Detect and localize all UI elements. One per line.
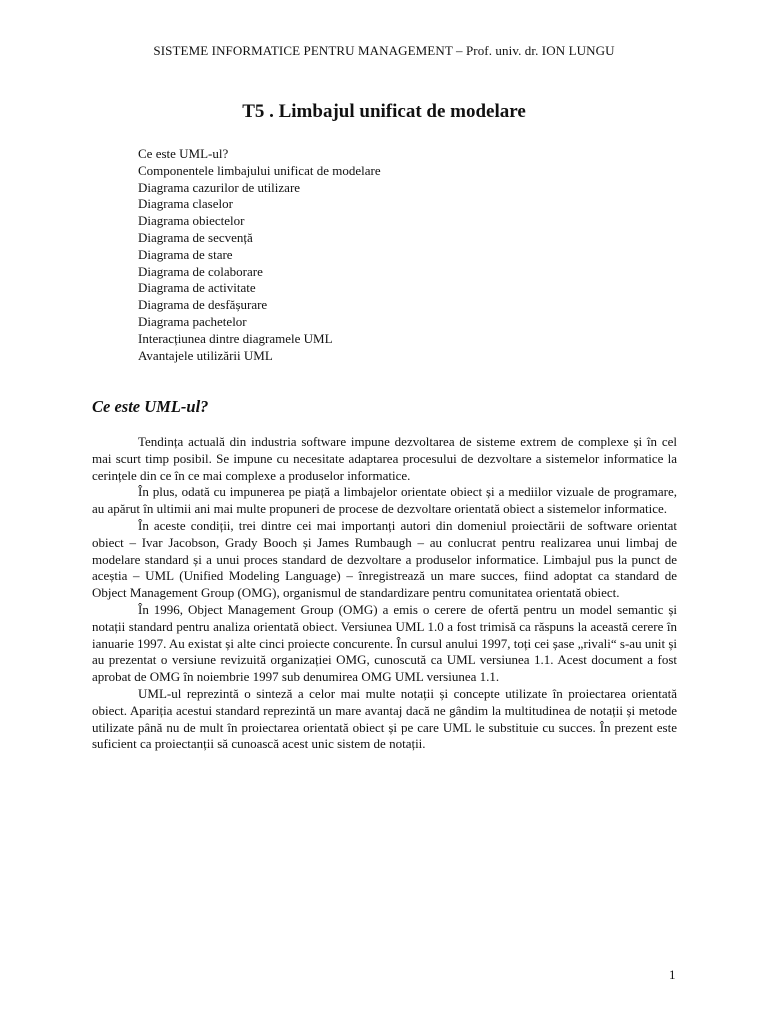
toc-item: Interacțiunea dintre diagramele UML (138, 330, 333, 346)
toc-item: Componentele limbajului unificat de modelare (138, 162, 381, 178)
body-text (92, 434, 677, 753)
toc-item: Diagrama de secvență (138, 229, 253, 245)
table-of-contents (138, 146, 381, 364)
toc-item: Diagrama de colaborare (138, 263, 263, 279)
running-header: SISTEME INFORMATICE PENTRU MANAGEMENT – Prof. univ. dr. ION LUNGU (153, 43, 615, 58)
toc-item: Diagrama pachetelor (138, 313, 247, 329)
paragraph: UML-ul reprezintă o sinteză a celor mai multe notații și concepte utilizate în proiectarea orientată obiect. Apariția acestui standard reprezintă un mare avantaj dacă ne gândim la multitudinea de notații și metode utilizate până nu de mult în proiectarea orientată obiect și pe care UML le substituie cu succes. În prezent este suficient ca proiectanții să cunoască acest unic sistem de notații. (92, 685, 677, 752)
toc-item: Diagrama de activitate (138, 280, 256, 296)
toc-item: Diagrama de stare (138, 246, 233, 262)
section-heading: Ce este UML-ul? (92, 397, 209, 416)
toc-item: Avantajele utilizării UML (138, 347, 273, 363)
paragraph: În plus, odată cu impunerea pe piață a limbajelor orientate obiect și a mediilor vizuale de programare, au apărut în ultimii ani mai multe propuneri de procese de dezvoltare orientată obiect a sistemelor informatice. (92, 484, 677, 517)
toc-item: Ce este UML-ul? (138, 146, 229, 161)
paragraph: În 1996, Object Management Group (OMG) a emis o cerere de ofertă pentru un model semantic și notații standard pentru analiza orientată obiect. Versiunea UML 1.0 a fost trimisă ca răspuns la această cerere în ianuarie 1997. Au existat și alte cinci proiecte concurente. În cursul anului 1997, toți cei șase „rivali“ s-au unit și au prezentat o versiune revizuită organizației OMG, cunoscută ca UML versiunea 1.1. Acest document a fost aprobat de OMG în noiembrie 1997 sub denumirea OMG UML versiunea 1.1. (92, 601, 677, 685)
paragraph: Tendința actuală din industria software impune dezvoltarea de sisteme extrem de complexe și în cel mai scurt timp posibil. Se impune cu necesitate adaptarea procesului de dezvoltare a sistemelor informatice la cerințele din ce în ce mai complexe a produselor informatice. (92, 434, 677, 483)
page-number: 1 (669, 967, 676, 982)
toc-item: Diagrama de desfășurare (138, 297, 268, 313)
toc-item: Diagrama obiectelor (138, 213, 245, 229)
paragraph: În aceste condiții, trei dintre cei mai importanți autori din domeniul proiectării de software orientat obiect – Ivar Jacobson, Grady Booch și James Rumbaugh – au conlucrat pentru realizarea unui limbaj de modelare standard și a unui proces standard de dezvoltare a produselor informatice. Limbajul pus la punct de aceștia – UML (Unified Modeling Language) – înregistrează un mare succes, fiind adoptat ca standard de Object Management Group (OMG), organismul de standardizare pentru comunitatea orientată obiect. (92, 517, 677, 601)
document-title: T5 . Limbajul unificat de modelare (242, 101, 526, 122)
toc-item: Diagrama cazurilor de utilizare (138, 179, 301, 195)
toc-item: Diagrama claselor (138, 196, 233, 212)
